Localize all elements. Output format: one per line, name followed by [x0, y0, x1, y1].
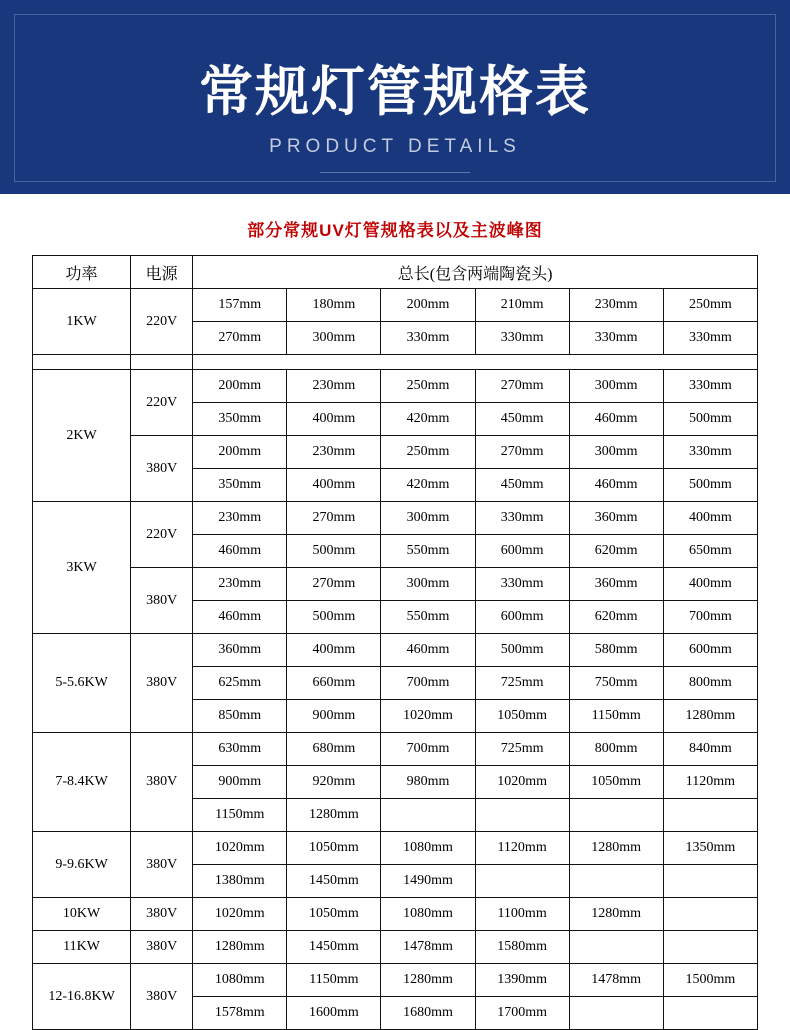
cell-length: 1450mm — [287, 865, 381, 898]
table-row — [33, 733, 758, 766]
cell-length: 700mm — [663, 601, 757, 634]
header-power: 功率 — [33, 256, 131, 289]
cell-length — [475, 865, 569, 898]
cell-length: 250mm — [663, 289, 757, 322]
cell-voltage: 220V — [131, 370, 193, 436]
cell-length: 660mm — [287, 667, 381, 700]
cell-length: 420mm — [381, 469, 475, 502]
cell-length: 1050mm — [287, 832, 381, 865]
cell-length — [569, 931, 663, 964]
cell-length — [663, 865, 757, 898]
cell-length: 450mm — [475, 469, 569, 502]
spacer-cell — [33, 355, 131, 370]
cell-length: 1580mm — [475, 931, 569, 964]
cell-length: 1080mm — [381, 898, 475, 931]
cell-length: 230mm — [193, 568, 287, 601]
cell-length: 270mm — [193, 322, 287, 355]
cell-length: 900mm — [287, 700, 381, 733]
cell-length: 980mm — [381, 766, 475, 799]
cell-length: 460mm — [381, 634, 475, 667]
cell-voltage: 380V — [131, 931, 193, 964]
cell-length: 600mm — [475, 601, 569, 634]
cell-length: 250mm — [381, 436, 475, 469]
cell-length: 270mm — [475, 436, 569, 469]
cell-length: 850mm — [193, 700, 287, 733]
page-subtitle: PRODUCT DETAILS — [269, 136, 521, 157]
cell-length: 250mm — [381, 370, 475, 403]
cell-length: 650mm — [663, 535, 757, 568]
cell-length: 1100mm — [475, 898, 569, 931]
cell-voltage: 220V — [131, 289, 193, 355]
cell-length: 1280mm — [569, 832, 663, 865]
section-caption: 部分常规UV灯管规格表以及主波峰图 — [247, 221, 543, 240]
cell-length — [569, 865, 663, 898]
cell-length: 300mm — [569, 436, 663, 469]
cell-length: 840mm — [663, 733, 757, 766]
cell-length: 330mm — [475, 568, 569, 601]
cell-length: 1080mm — [381, 832, 475, 865]
cell-length: 400mm — [287, 469, 381, 502]
table-row — [33, 436, 758, 469]
cell-length — [569, 799, 663, 832]
cell-length: 725mm — [475, 667, 569, 700]
cell-power: 3KW — [33, 502, 131, 634]
cell-length — [381, 799, 475, 832]
cell-length: 360mm — [193, 634, 287, 667]
cell-length: 400mm — [663, 568, 757, 601]
cell-length: 230mm — [193, 502, 287, 535]
cell-length: 1578mm — [193, 997, 287, 1030]
cell-length: 330mm — [663, 322, 757, 355]
cell-length: 180mm — [287, 289, 381, 322]
cell-length — [663, 799, 757, 832]
cell-length: 700mm — [381, 733, 475, 766]
cell-length: 1600mm — [287, 997, 381, 1030]
cell-length — [663, 997, 757, 1030]
cell-length: 750mm — [569, 667, 663, 700]
cell-length: 210mm — [475, 289, 569, 322]
cell-length: 360mm — [569, 568, 663, 601]
cell-length: 1150mm — [193, 799, 287, 832]
cell-length: 200mm — [193, 370, 287, 403]
table-spacer-row — [33, 355, 758, 370]
cell-length: 300mm — [287, 322, 381, 355]
cell-length: 725mm — [475, 733, 569, 766]
cell-length: 500mm — [663, 403, 757, 436]
cell-length: 350mm — [193, 403, 287, 436]
cell-length: 400mm — [663, 502, 757, 535]
cell-length: 400mm — [287, 634, 381, 667]
cell-length: 1020mm — [381, 700, 475, 733]
cell-length: 1150mm — [287, 964, 381, 997]
cell-length: 1478mm — [381, 931, 475, 964]
cell-length: 300mm — [569, 370, 663, 403]
cell-length: 1080mm — [193, 964, 287, 997]
cell-length: 460mm — [569, 469, 663, 502]
cell-length — [663, 898, 757, 931]
cell-length — [569, 997, 663, 1030]
cell-voltage: 220V — [131, 502, 193, 568]
cell-length: 1020mm — [193, 898, 287, 931]
cell-length: 1490mm — [381, 865, 475, 898]
cell-length: 350mm — [193, 469, 287, 502]
cell-length: 600mm — [663, 634, 757, 667]
cell-length: 1380mm — [193, 865, 287, 898]
table-row — [33, 634, 758, 667]
cell-length: 1390mm — [475, 964, 569, 997]
cell-length: 1350mm — [663, 832, 757, 865]
banner-divider — [320, 172, 470, 173]
cell-length: 1700mm — [475, 997, 569, 1030]
cell-length: 1450mm — [287, 931, 381, 964]
table-row — [33, 289, 758, 322]
table-row — [33, 502, 758, 535]
cell-length: 700mm — [381, 667, 475, 700]
table-row — [33, 898, 758, 931]
cell-length: 1478mm — [569, 964, 663, 997]
cell-length: 1050mm — [287, 898, 381, 931]
table-row — [33, 370, 758, 403]
cell-length: 1280mm — [663, 700, 757, 733]
table-row — [33, 931, 758, 964]
header-voltage: 电源 — [131, 256, 193, 289]
cell-power: 10KW — [33, 898, 131, 931]
table-row — [33, 832, 758, 865]
cell-length: 500mm — [287, 535, 381, 568]
cell-power: 5-5.6KW — [33, 634, 131, 733]
cell-length: 460mm — [193, 601, 287, 634]
cell-length: 1680mm — [381, 997, 475, 1030]
cell-length: 550mm — [381, 535, 475, 568]
cell-length: 580mm — [569, 634, 663, 667]
cell-power: 2KW — [33, 370, 131, 502]
cell-length: 500mm — [475, 634, 569, 667]
cell-length: 1150mm — [569, 700, 663, 733]
cell-length: 1120mm — [475, 832, 569, 865]
cell-length: 625mm — [193, 667, 287, 700]
cell-length: 1500mm — [663, 964, 757, 997]
cell-length: 330mm — [475, 322, 569, 355]
cell-length: 270mm — [475, 370, 569, 403]
cell-length: 620mm — [569, 601, 663, 634]
cell-voltage: 380V — [131, 436, 193, 502]
cell-length: 300mm — [381, 502, 475, 535]
cell-voltage: 380V — [131, 832, 193, 898]
cell-voltage: 380V — [131, 634, 193, 733]
cell-power: 12-16.8KW — [33, 964, 131, 1030]
cell-length: 450mm — [475, 403, 569, 436]
table-row — [33, 964, 758, 997]
cell-length — [663, 931, 757, 964]
cell-length: 230mm — [287, 370, 381, 403]
cell-length: 360mm — [569, 502, 663, 535]
cell-length: 630mm — [193, 733, 287, 766]
header-length: 总长(包含两端陶瓷头) — [193, 256, 758, 289]
cell-power: 7-8.4KW — [33, 733, 131, 832]
spacer-cell — [131, 355, 193, 370]
page-title: 常规灯管规格表 — [199, 62, 591, 122]
table-row — [33, 568, 758, 601]
cell-length: 330mm — [663, 436, 757, 469]
cell-length: 620mm — [569, 535, 663, 568]
cell-power: 9-9.6KW — [33, 832, 131, 898]
cell-length: 330mm — [381, 322, 475, 355]
spacer-cell — [193, 355, 758, 370]
cell-length: 1280mm — [381, 964, 475, 997]
cell-length: 200mm — [381, 289, 475, 322]
cell-length: 330mm — [475, 502, 569, 535]
cell-power: 1KW — [33, 289, 131, 355]
cell-length: 1120mm — [663, 766, 757, 799]
cell-length: 550mm — [381, 601, 475, 634]
spec-table-container — [0, 255, 790, 1030]
cell-length: 600mm — [475, 535, 569, 568]
page-banner — [0, 0, 790, 194]
cell-length: 400mm — [287, 403, 381, 436]
cell-voltage: 380V — [131, 733, 193, 832]
cell-voltage: 380V — [131, 964, 193, 1030]
cell-voltage: 380V — [131, 898, 193, 931]
cell-length: 270mm — [287, 502, 381, 535]
cell-voltage: 380V — [131, 568, 193, 634]
cell-length: 230mm — [287, 436, 381, 469]
cell-length: 200mm — [193, 436, 287, 469]
cell-power: 11KW — [33, 931, 131, 964]
cell-length: 300mm — [381, 568, 475, 601]
cell-length: 460mm — [569, 403, 663, 436]
cell-length: 800mm — [663, 667, 757, 700]
spec-table-body — [33, 256, 758, 1030]
cell-length: 1050mm — [475, 700, 569, 733]
cell-length: 1280mm — [287, 799, 381, 832]
cell-length: 230mm — [569, 289, 663, 322]
cell-length: 270mm — [287, 568, 381, 601]
table-header-row — [33, 256, 758, 289]
cell-length: 800mm — [569, 733, 663, 766]
cell-length: 157mm — [193, 289, 287, 322]
spec-table — [32, 255, 758, 1030]
cell-length: 330mm — [663, 370, 757, 403]
cell-length: 1280mm — [193, 931, 287, 964]
cell-length: 500mm — [287, 601, 381, 634]
cell-length: 330mm — [569, 322, 663, 355]
cell-length: 1020mm — [475, 766, 569, 799]
cell-length: 680mm — [287, 733, 381, 766]
cell-length: 900mm — [193, 766, 287, 799]
cell-length: 500mm — [663, 469, 757, 502]
cell-length: 420mm — [381, 403, 475, 436]
cell-length: 920mm — [287, 766, 381, 799]
cell-length: 460mm — [193, 535, 287, 568]
cell-length: 1020mm — [193, 832, 287, 865]
cell-length: 1050mm — [569, 766, 663, 799]
cell-length: 1280mm — [569, 898, 663, 931]
cell-length — [475, 799, 569, 832]
